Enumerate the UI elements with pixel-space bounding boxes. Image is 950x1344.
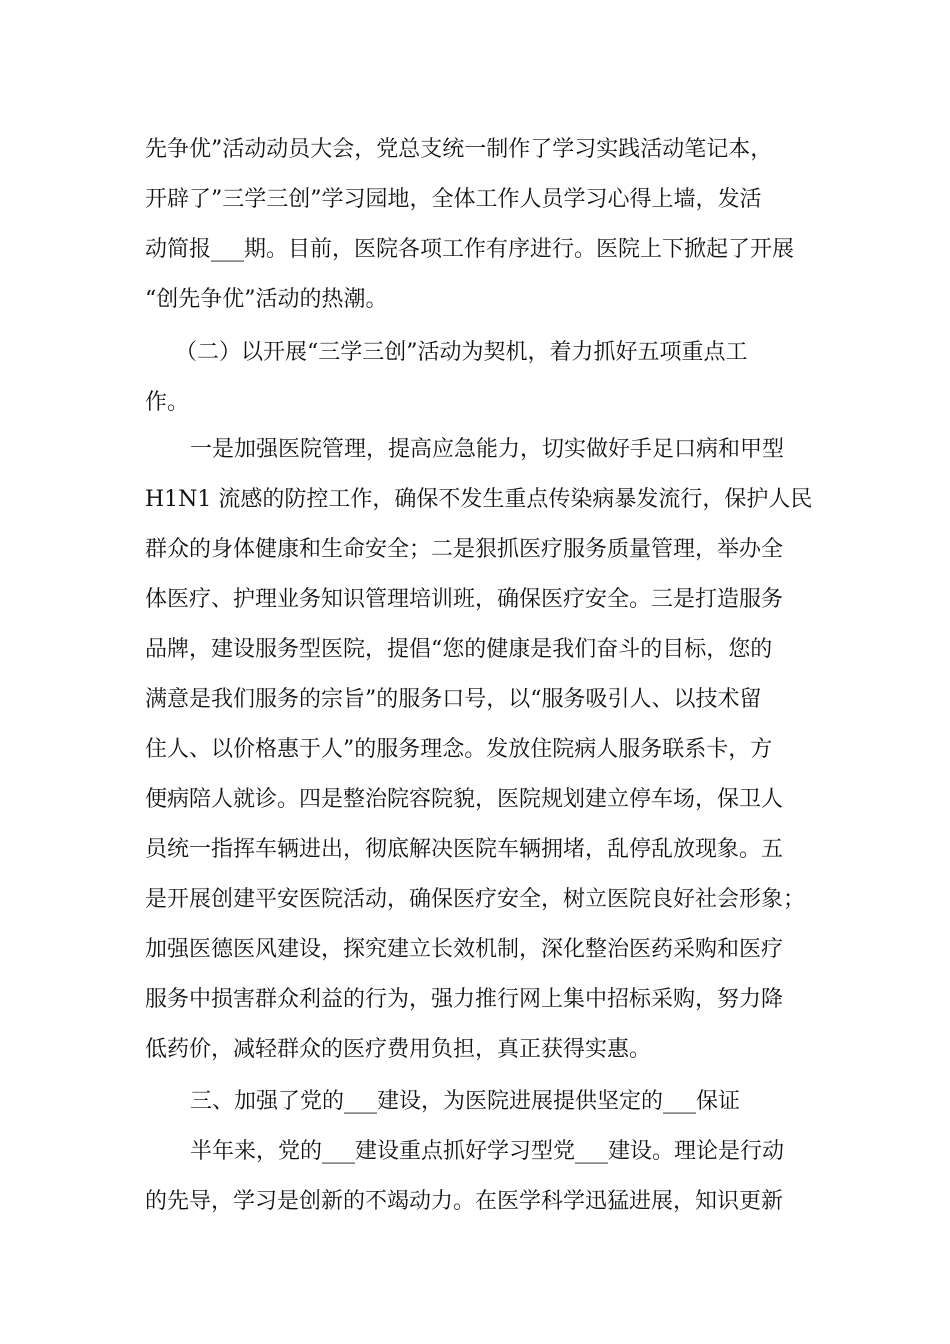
text-line: 作。: [145, 390, 190, 415]
section-heading: （二）以开展“三学三创”活动为契机，着力抓好五项重点工: [175, 340, 748, 365]
section-heading: 三、加强了党的___建设，为医院进展提供坚定的___保证: [190, 1089, 741, 1114]
text-line: H1N1 流感的防控工作，确保不发生重点传染病暴发流行，保护人民: [145, 487, 813, 512]
text-line: 住人、以价格惠于人”的服务理念。发放住院病人服务联系卡，方: [145, 737, 773, 762]
text-line: “创先争优”活动的热潮。: [145, 287, 388, 312]
text-line: 便病陪人就诊。四是整治院容院貌，医院规划建立停车场，保卫人: [145, 787, 784, 812]
paragraph-start: 一是加强医院管理，提高应急能力，切实做好手足口病和甲型: [190, 437, 785, 462]
text-line: 满意是我们服务的宗旨”的服务口号，以“服务吸引人、以技术留: [145, 687, 762, 712]
text-line: 的先导，学习是创新的不竭动力。在医学科学迅猛进展，知识更新: [145, 1189, 784, 1214]
text-line: 先争优”活动动员大会，党总支统一制作了学习实践活动笔记本，: [145, 137, 773, 162]
text-line: 开辟了”三学三创”学习园地，全体工作人员学习心得上墙，发活: [145, 187, 762, 212]
text-line: 动简报___期。目前，医院各项工作有序进行。医院上下掀起了开展: [145, 237, 795, 262]
text-line: 品牌，建设服务型医院，提倡“您的健康是我们奋斗的目标，您的: [145, 637, 773, 662]
text-line: 群众的身体健康和生命安全；二是狠抓医疗服务质量管理，举办全: [145, 537, 784, 562]
text-line: 低药价，减轻群众的医疗费用负担，真正获得实惠。: [145, 1037, 652, 1062]
paragraph-start: 半年来，党的___建设重点抓好学习型党___建设。理论是行动: [190, 1139, 785, 1164]
text-line: 员统一指挥车辆进出，彻底解决医院车辆拥堵，乱停乱放现象。五: [145, 837, 784, 862]
text-line: 是开展创建平安医院活动，确保医疗安全，树立医院良好社会形象；: [145, 887, 806, 912]
text-line: 加强医德医风建设，探究建立长效机制，深化整治医药采购和医疗: [145, 937, 784, 962]
text-line: 服务中损害群众利益的行为，强力推行网上集中招标采购，努力降: [145, 987, 784, 1012]
text-line: 体医疗、护理业务知识管理培训班，确保医疗安全。三是打造服务: [145, 587, 784, 612]
